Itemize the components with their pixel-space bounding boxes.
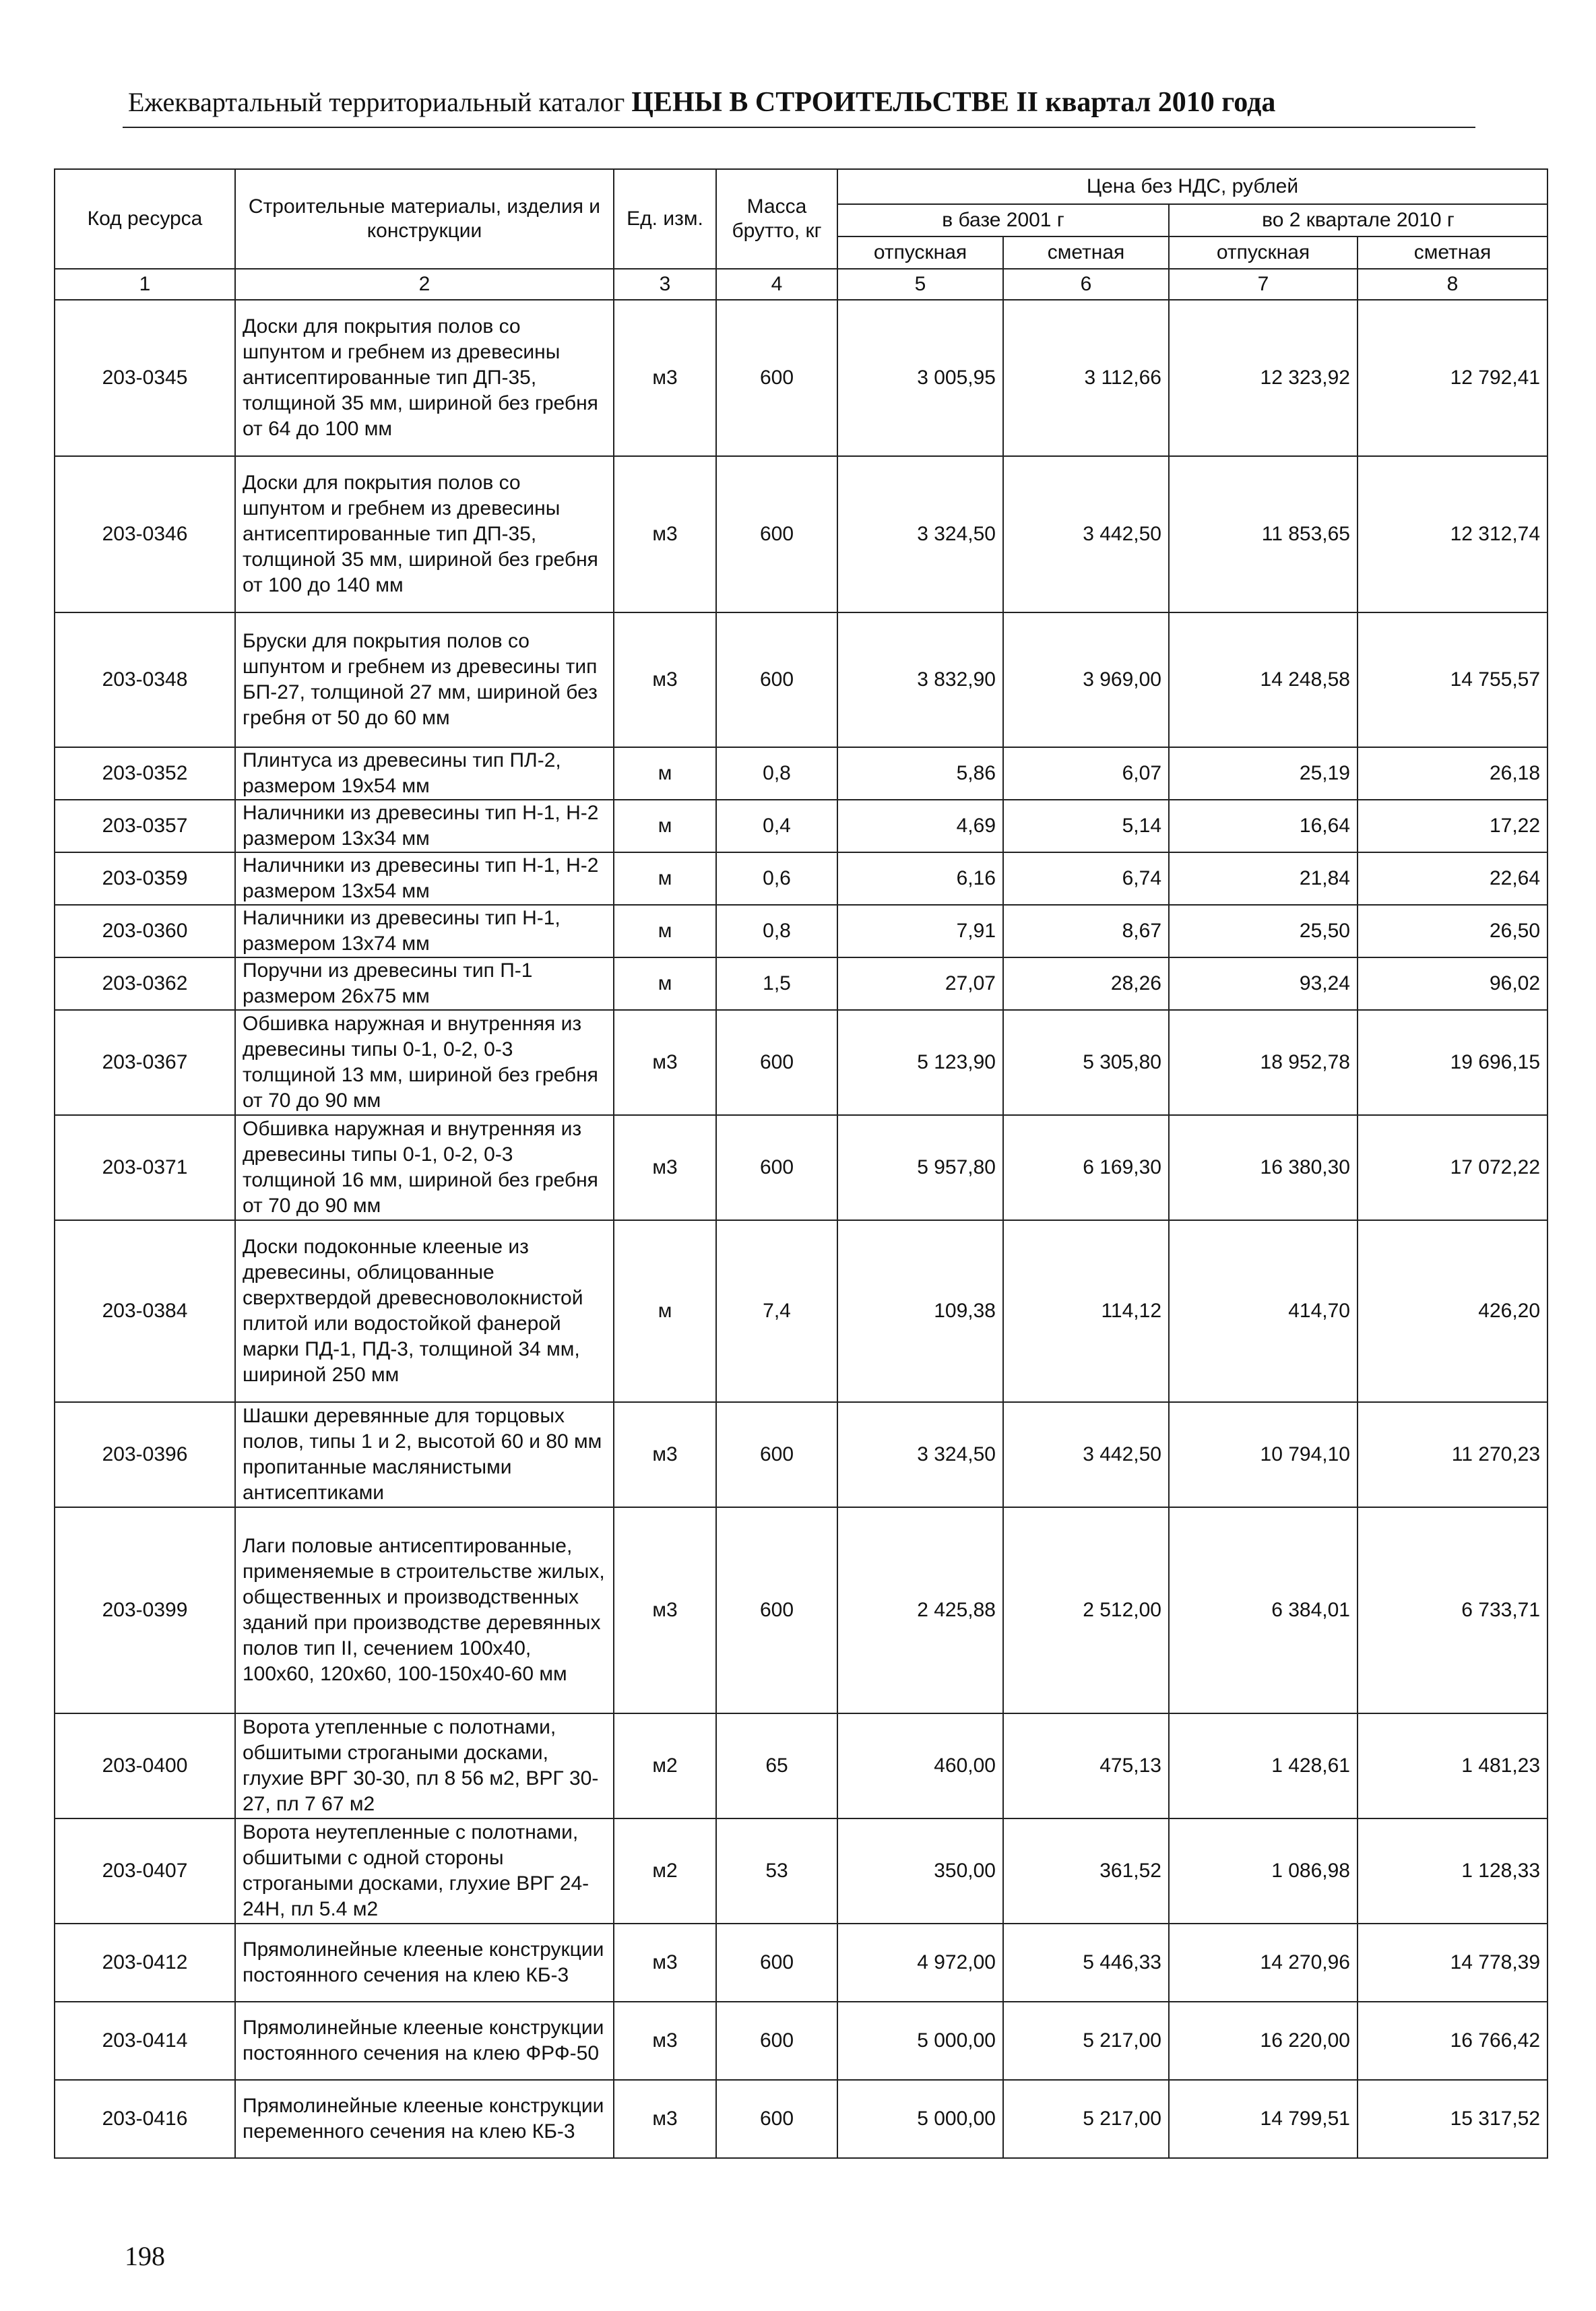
base-estimate-price: 114,12 (1003, 1220, 1169, 1402)
base-estimate-price: 6,07 (1003, 747, 1169, 800)
q2-estimate-price: 1 128,33 (1358, 1818, 1547, 1924)
base-estimate-price: 5 217,00 (1003, 2002, 1169, 2080)
resource-code: 203-0346 (55, 456, 235, 612)
q2-estimate-price: 26,50 (1358, 905, 1547, 957)
base-estimate-price: 3 969,00 (1003, 612, 1169, 747)
base-estimate-price: 6 169,30 (1003, 1115, 1169, 1220)
table-row (55, 1507, 1547, 1713)
table-row (55, 852, 1547, 905)
table-row (55, 1220, 1547, 1402)
resource-code: 203-0399 (55, 1507, 235, 1713)
unit: м3 (614, 1924, 716, 2002)
q2-release-price: 16 220,00 (1169, 2002, 1358, 2080)
col-header-name: Строительные материалы, изделия и конструкции (235, 169, 614, 269)
q2-release-price: 6 384,01 (1169, 1507, 1358, 1713)
material-name: Наличники из древесины тип Н-1, Н-2 размером 13x34 мм (235, 800, 614, 852)
gross-mass: 600 (716, 1402, 837, 1507)
col-header-price: Цена без НДС, рублей (837, 169, 1547, 204)
q2-estimate-price: 16 766,42 (1358, 2002, 1547, 2080)
base-estimate-price: 5 446,33 (1003, 1924, 1169, 2002)
gross-mass: 65 (716, 1713, 837, 1818)
column-number: 1 (55, 269, 235, 300)
resource-code: 203-0412 (55, 1924, 235, 2002)
q2-estimate-price: 26,18 (1358, 747, 1547, 800)
resource-code: 203-0359 (55, 852, 235, 905)
resource-code: 203-0371 (55, 1115, 235, 1220)
table-row (55, 957, 1547, 1010)
base-estimate-price: 3 442,50 (1003, 1402, 1169, 1507)
base-estimate-price: 361,52 (1003, 1818, 1169, 1924)
base-release-price: 460,00 (837, 1713, 1003, 1818)
col-header-code: Код ресурса (55, 169, 235, 269)
col-header-base-2001: в базе 2001 г (837, 204, 1169, 236)
column-number: 3 (614, 269, 716, 300)
q2-estimate-price: 1 481,23 (1358, 1713, 1547, 1818)
material-name: Прямолинейные клееные конструкции постоянного сечения на клею КБ-3 (235, 1924, 614, 2002)
base-release-price: 3 832,90 (837, 612, 1003, 747)
resource-code: 203-0400 (55, 1713, 235, 1818)
column-number-row (55, 269, 1547, 300)
gross-mass: 0,4 (716, 800, 837, 852)
resource-code: 203-0384 (55, 1220, 235, 1402)
q2-estimate-price: 11 270,23 (1358, 1402, 1547, 1507)
q2-release-price: 21,84 (1169, 852, 1358, 905)
base-estimate-price: 5 305,80 (1003, 1010, 1169, 1115)
q2-release-price: 14 270,96 (1169, 1924, 1358, 2002)
material-name: Шашки деревянные для торцовых полов, типы 1 и 2, высотой 60 и 80 мм пропитанные маслянистыми антисептиками (235, 1402, 614, 1507)
table-row (55, 1818, 1547, 1924)
column-number: 7 (1169, 269, 1358, 300)
table-row (55, 1115, 1547, 1220)
base-release-price: 5,86 (837, 747, 1003, 800)
col-header-unit: Ед. изм. (614, 169, 716, 269)
q2-estimate-price: 17 072,22 (1358, 1115, 1547, 1220)
resource-code: 203-0357 (55, 800, 235, 852)
resource-code: 203-0352 (55, 747, 235, 800)
unit: м (614, 905, 716, 957)
gross-mass: 600 (716, 1115, 837, 1220)
gross-mass: 7,4 (716, 1220, 837, 1402)
column-number: 5 (837, 269, 1003, 300)
q2-estimate-price: 14 755,57 (1358, 612, 1547, 747)
table-row (55, 300, 1547, 456)
gross-mass: 600 (716, 1010, 837, 1115)
resource-code: 203-0414 (55, 2002, 235, 2080)
col-header-base-otpusknaya: отпускная (837, 236, 1003, 269)
q2-release-price: 18 952,78 (1169, 1010, 1358, 1115)
material-name: Доски для покрытия полов со шпунтом и гребнем из древесины антисептированные тип ДП-35, толщиной 35 мм, шириной без гребня от 64 до 100 мм (235, 300, 614, 456)
table-row (55, 905, 1547, 957)
q2-release-price: 93,24 (1169, 957, 1358, 1010)
gross-mass: 1,5 (716, 957, 837, 1010)
material-name: Прямолинейные клееные конструкции постоянного сечения на клею ФРФ-50 (235, 2002, 614, 2080)
q2-release-price: 414,70 (1169, 1220, 1358, 1402)
base-estimate-price: 475,13 (1003, 1713, 1169, 1818)
q2-estimate-price: 15 317,52 (1358, 2080, 1547, 2158)
q2-estimate-price: 96,02 (1358, 957, 1547, 1010)
column-number: 6 (1003, 269, 1169, 300)
base-estimate-price: 2 512,00 (1003, 1507, 1169, 1713)
gross-mass: 600 (716, 1507, 837, 1713)
unit: м3 (614, 1402, 716, 1507)
q2-release-price: 12 323,92 (1169, 300, 1358, 456)
unit: м2 (614, 1818, 716, 1924)
gross-mass: 600 (716, 300, 837, 456)
q2-release-price: 10 794,10 (1169, 1402, 1358, 1507)
q2-release-price: 14 248,58 (1169, 612, 1358, 747)
material-name: Доски подоконные клееные из древесины, облицованные сверхтвердой древесноволокнистой плитой или водостойкой фанерой марки ПД-1, ПД-3, толщиной 34 мм, шириной 250 мм (235, 1220, 614, 1402)
gross-mass: 600 (716, 1924, 837, 2002)
unit: м3 (614, 1115, 716, 1220)
q2-estimate-price: 12 312,74 (1358, 456, 1547, 612)
base-release-price: 109,38 (837, 1220, 1003, 1402)
base-release-price: 27,07 (837, 957, 1003, 1010)
q2-estimate-price: 17,22 (1358, 800, 1547, 852)
header-divider (123, 127, 1475, 128)
base-estimate-price: 28,26 (1003, 957, 1169, 1010)
catalog-title: ЦЕНЫ В СТРОИТЕЛЬСТВЕ II квартал 2010 года (631, 87, 1276, 118)
gross-mass: 600 (716, 2080, 837, 2158)
q2-release-price: 11 853,65 (1169, 456, 1358, 612)
q2-release-price: 16,64 (1169, 800, 1358, 852)
table-row (55, 1924, 1547, 2002)
unit: м2 (614, 1713, 716, 1818)
base-estimate-price: 3 112,66 (1003, 300, 1169, 456)
base-estimate-price: 8,67 (1003, 905, 1169, 957)
base-release-price: 4 972,00 (837, 1924, 1003, 2002)
table-row (55, 456, 1547, 612)
unit: м3 (614, 1010, 716, 1115)
unit: м3 (614, 612, 716, 747)
base-estimate-price: 3 442,50 (1003, 456, 1169, 612)
q2-release-price: 14 799,51 (1169, 2080, 1358, 2158)
gross-mass: 53 (716, 1818, 837, 1924)
col-header-q2-2010: во 2 квартале 2010 г (1169, 204, 1547, 236)
resource-code: 203-0345 (55, 300, 235, 456)
table-row (55, 1010, 1547, 1115)
material-name: Ворота неутепленные с полотнами, обшитыми с одной стороны строгаными досками, глухие ВРГ 24-24Н, пл 5.4 м2 (235, 1818, 614, 1924)
base-estimate-price: 5 217,00 (1003, 2080, 1169, 2158)
unit: м3 (614, 1507, 716, 1713)
base-release-price: 3 005,95 (837, 300, 1003, 456)
table-row (55, 1402, 1547, 1507)
table-row (55, 1713, 1547, 1818)
base-estimate-price: 5,14 (1003, 800, 1169, 852)
material-name: Обшивка наружная и внутренняя из древесины типы 0-1, 0-2, 0-3 толщиной 13 мм, шириной без гребня от 70 до 90 мм (235, 1010, 614, 1115)
base-release-price: 3 324,50 (837, 456, 1003, 612)
gross-mass: 600 (716, 612, 837, 747)
col-header-mass: Масса брутто, кг (716, 169, 837, 269)
gross-mass: 600 (716, 456, 837, 612)
unit: м3 (614, 456, 716, 612)
q2-estimate-price: 22,64 (1358, 852, 1547, 905)
q2-release-price: 16 380,30 (1169, 1115, 1358, 1220)
catalog-title-prefix: Ежеквартальный территориальный каталог (128, 87, 625, 117)
unit: м3 (614, 2080, 716, 2158)
material-name: Бруски для покрытия полов со шпунтом и гребнем из древесины тип БП-27, толщиной 27 мм, шириной без гребня от 50 до 60 мм (235, 612, 614, 747)
material-name: Наличники из древесины тип Н-1, Н-2 размером 13x54 мм (235, 852, 614, 905)
column-number: 8 (1358, 269, 1547, 300)
q2-estimate-price: 6 733,71 (1358, 1507, 1547, 1713)
material-name: Обшивка наружная и внутренняя из древесины типы 0-1, 0-2, 0-3 толщиной 16 мм, шириной без гребня от 70 до 90 мм (235, 1115, 614, 1220)
q2-estimate-price: 12 792,41 (1358, 300, 1547, 456)
base-release-price: 5 000,00 (837, 2080, 1003, 2158)
base-release-price: 4,69 (837, 800, 1003, 852)
material-name: Доски для покрытия полов со шпунтом и гребнем из древесины антисептированные тип ДП-35, толщиной 35 мм, шириной без гребня от 100 до 140 мм (235, 456, 614, 612)
q2-estimate-price: 14 778,39 (1358, 1924, 1547, 2002)
resource-code: 203-0367 (55, 1010, 235, 1115)
material-name: Прямолинейные клееные конструкции переменного сечения на клею КБ-3 (235, 2080, 614, 2158)
page-number: 198 (125, 2241, 165, 2271)
col-header-q2-smetnaya: сметная (1358, 236, 1547, 269)
unit: м (614, 852, 716, 905)
q2-estimate-price: 19 696,15 (1358, 1010, 1547, 1115)
base-release-price: 3 324,50 (837, 1402, 1003, 1507)
q2-release-price: 1 086,98 (1169, 1818, 1358, 1924)
column-number: 4 (716, 269, 837, 300)
unit: м (614, 747, 716, 800)
table-row (55, 2002, 1547, 2080)
resource-code: 203-0407 (55, 1818, 235, 1924)
unit: м (614, 957, 716, 1010)
gross-mass: 0,8 (716, 747, 837, 800)
unit: м (614, 800, 716, 852)
resource-code: 203-0362 (55, 957, 235, 1010)
resource-code: 203-0348 (55, 612, 235, 747)
base-release-price: 5 123,90 (837, 1010, 1003, 1115)
base-estimate-price: 6,74 (1003, 852, 1169, 905)
page-header (128, 86, 1469, 119)
q2-estimate-price: 426,20 (1358, 1220, 1547, 1402)
gross-mass: 0,8 (716, 905, 837, 957)
gross-mass: 0,6 (716, 852, 837, 905)
base-release-price: 7,91 (837, 905, 1003, 957)
unit: м (614, 1220, 716, 1402)
q2-release-price: 1 428,61 (1169, 1713, 1358, 1818)
table-row (55, 612, 1547, 747)
price-table (54, 168, 1548, 2159)
material-name: Ворота утепленные с полотнами, обшитыми строгаными досками, глухие ВРГ 30-30, пл 8 56 м2, ВРГ 30-27, пл 7 67 м2 (235, 1713, 614, 1818)
material-name: Наличники из древесины тип Н-1, размером 13x74 мм (235, 905, 614, 957)
col-header-base-smetnaya: сметная (1003, 236, 1169, 269)
gross-mass: 600 (716, 2002, 837, 2080)
column-number: 2 (235, 269, 614, 300)
material-name: Поручни из древесины тип П-1 размером 26x75 мм (235, 957, 614, 1010)
base-release-price: 5 957,80 (837, 1115, 1003, 1220)
col-header-q2-otpusknaya: отпускная (1169, 236, 1358, 269)
resource-code: 203-0360 (55, 905, 235, 957)
table-row (55, 2080, 1547, 2158)
table-row (55, 747, 1547, 800)
base-release-price: 2 425,88 (837, 1507, 1003, 1713)
table-row (55, 800, 1547, 852)
base-release-price: 6,16 (837, 852, 1003, 905)
q2-release-price: 25,50 (1169, 905, 1358, 957)
unit: м3 (614, 2002, 716, 2080)
resource-code: 203-0416 (55, 2080, 235, 2158)
resource-code: 203-0396 (55, 1402, 235, 1507)
material-name: Плинтуса из древесины тип ПЛ-2, размером 19x54 мм (235, 747, 614, 800)
unit: м3 (614, 300, 716, 456)
base-release-price: 350,00 (837, 1818, 1003, 1924)
base-release-price: 5 000,00 (837, 2002, 1003, 2080)
q2-release-price: 25,19 (1169, 747, 1358, 800)
material-name: Лаги половые антисептированные, применяемые в строительстве жилых, общественных и производственных зданий при производстве деревянных полов тип II, сечением 100x40, 100x60, 120x60, 100-150x40-60 мм (235, 1507, 614, 1713)
